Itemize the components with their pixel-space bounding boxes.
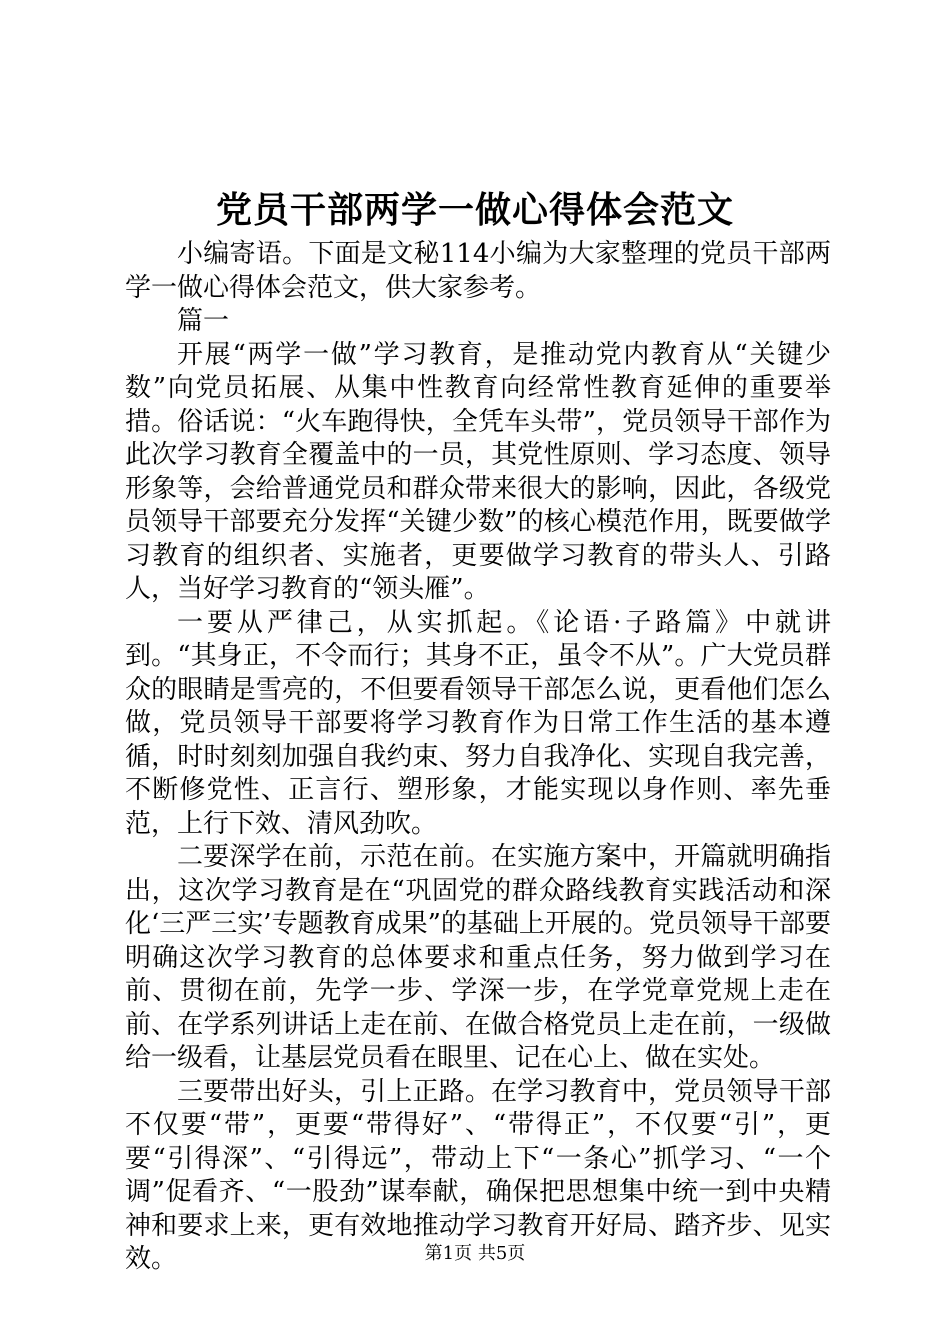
page-footer: 第1页 共5页 [424,1243,526,1264]
document-title: 党员干部两学一做心得体会范文 [215,189,734,231]
document-body [125,238,831,1277]
paragraph: 三要带出好头，引上正路。在学习教育中，党员领导干部不仅要“带”，更要“带得好”、“带得正”，不仅要“引”，更要“引得深”、“引得远”，带动上下“一条心”抓学习、“一个调”促看齐、“一股劲”谋奉献，确保把思想集中统一到中央精神和要求上来，更有效地推动学习教育开好局、踏齐步、见实效。 [125,1076,831,1274]
paragraph: 开展“两学一做”学习教育，是推动党内教育从“关键少数”向党员拓展、从集中性教育向经常性教育延伸的重要举措。俗话说：“火车跑得快，全凭车头带”，党员领导干部作为此次学习教育全覆盖中的一员，其党性原则、学习态度、领导形象等，会给普通党员和群众带来很大的影响，因此，各级党员领导干部要充分发挥“关键少数”的核心模范作用，既要做学习教育的组织者、实施者，更要做学习教育的带头人、引路人，当好学习教育的“领头雁”。 [125,339,831,604]
paragraph-intro: 小编寄语。下面是文秘114小编为大家整理的党员干部两学一做心得体会范文，供大家参考。 [125,239,831,303]
section-heading: 篇一 [177,306,230,336]
paragraph: 一要从严律己，从实抓起。《论语·子路篇》中就讲到。“其身正，不令而行；其身不正，虽令不从”。广大党员群众的眼睛是雪亮的，不但要看领导干部怎么说，更看他们怎么做，党员领导干部要将学习教育作为日常工作生活的基本遵循，时时刻刻加强自我约束、努力自我净化、实现自我完善，不断修党性、正言行、塑形象，才能实现以身作则、率先垂范，上行下效、清风劲吹。 [125,607,831,839]
paragraph: 二要深学在前，示范在前。在实施方案中，开篇就明确指出，这次学习教育是在“巩固党的群众路线教育实践活动和深化‘三严三实’专题教育成果”的基础上开展的。党员领导干部要明确这次学习教育的总体要求和重点任务，努力做到学习在前、贯彻在前，先学一步、学深一步，在学党章党规上走在前、在学系列讲话上走在前、在做合格党员上走在前，一级做给一级看，让基层党员看在眼里、记在心上、做在实处。 [125,842,831,1073]
